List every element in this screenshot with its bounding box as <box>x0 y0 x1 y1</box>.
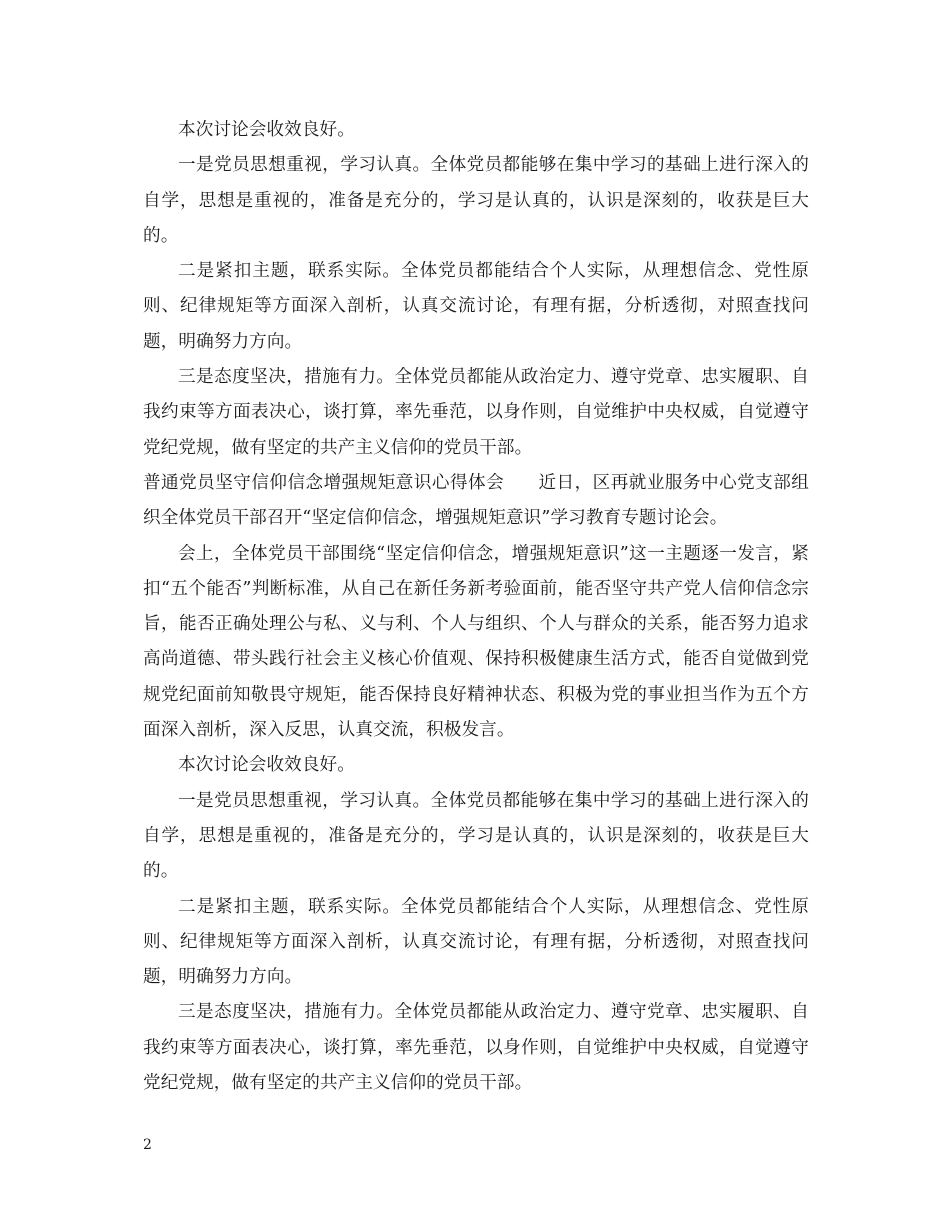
paragraph: 一是党员思想重视，学习认真。全体党员都能够在集中学习的基础上进行深入的自学，思想是重视的，准备是充分的，学习是认真的，认识是深刻的，收获是巨大的。 <box>143 790 809 882</box>
paragraph: 三是态度坚决，措施有力。全体党员都能从政治定力、遵守党章、忠实履职、自我约束等方面表决心，谈打算，率先垂范，以身作则，自觉维护中央权威，自觉遵守党纪党规，做有坚定的共产主义信仰的党员干部。 <box>143 367 809 458</box>
paragraph: 三是态度坚决，措施有力。全体党员都能从政治定力、遵守党章、忠实履职、自我约束等方面表决心，谈打算，率先垂范，以身作则，自觉维护中央权威，自觉遵守党纪党规，做有坚定的共产主义信仰的党员干部。 <box>143 1002 809 1094</box>
paragraph-text: 近日，区再就业服务中心党支部组织全体党员干部召开“坚定信仰信念，增强规矩意识”学习教育专题讨论会。 <box>143 472 809 529</box>
paragraph: 一是党员思想重视，学习认真。全体党员都能够在集中学习的基础上进行深入的自学，思想是重视的，准备是充分的，学习是认真的，认识是深刻的，收获是巨大的。 <box>143 155 809 246</box>
article-title: 普通党员坚守信仰信念增强规矩意识心得体会 <box>143 472 505 493</box>
page-number: 2 <box>143 1137 152 1153</box>
document-body <box>143 113 809 1101</box>
paragraph: 本次讨论会收效良好。 <box>178 120 355 140</box>
paragraph-with-title <box>143 466 809 537</box>
paragraph: 二是紧扣主题，联系实际。全体党员都能结合个人实际，从理想信念、党性原则、纪律规矩等方面深入剖析，认真交流讨论，有理有据，分析透彻，对照查找问题，明确努力方向。 <box>143 261 809 352</box>
paragraph: 二是紧扣主题，联系实际。全体党员都能结合个人实际，从理想信念、党性原则、纪律规矩等方面深入剖析，认真交流讨论，有理有据，分析透彻，对照查找问题，明确努力方向。 <box>143 896 809 988</box>
paragraph: 本次讨论会收效良好。 <box>178 755 355 776</box>
paragraph: 会上，全体党员干部围绕“坚定信仰信念，增强规矩意识”这一主题逐一发言，紧扣“五个能否”判断标准，从自己在新任务新考验面前，能否坚守共产党人信仰信念宗旨，能否正确处理公与私、义与利、个人与组织、个人与群众的关系，能否努力追求高尚道德、带头践行社会主义核心价值观、保持积极健康生活方式，能否自觉做到党规党纪面前知敬畏守规矩，能否保持良好精神状态、积极为党的事业担当作为五个方面深入剖析，深入反思，认真交流，积极发言。 <box>143 543 809 741</box>
